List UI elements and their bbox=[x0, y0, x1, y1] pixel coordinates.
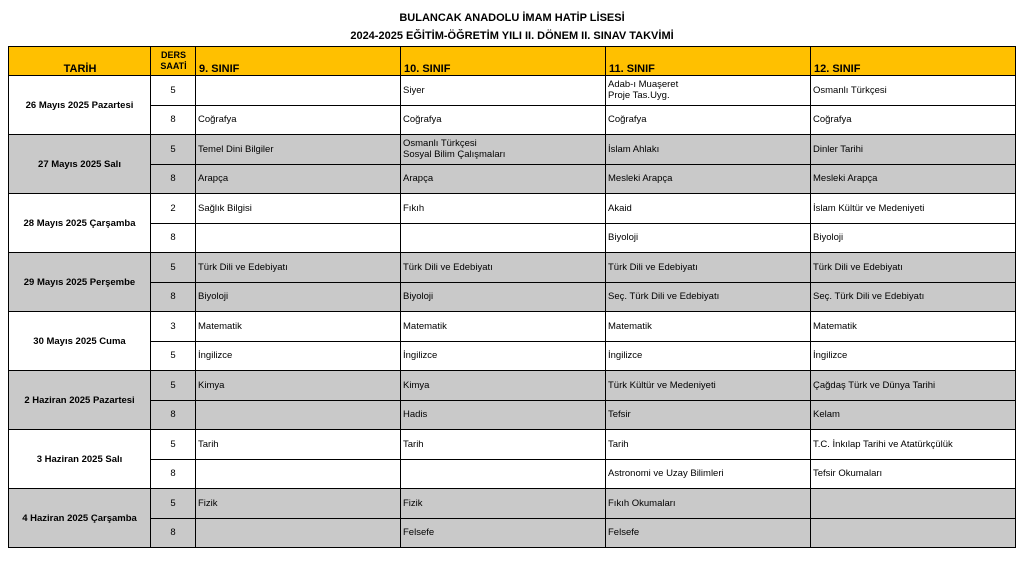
subject-cell-9: Temel Dini Bilgiler bbox=[196, 135, 401, 165]
table-row bbox=[9, 253, 1016, 283]
period-cell: 8 bbox=[151, 164, 196, 194]
subject-cell-12: Dinler Tarihi bbox=[811, 135, 1016, 165]
subject-cell-9 bbox=[196, 459, 401, 489]
subject-cell-12: T.C. İnkılap Tarihi ve Atatürkçülük bbox=[811, 430, 1016, 460]
period-cell: 8 bbox=[151, 518, 196, 548]
subject-cell-11: İslam Ahlakı bbox=[606, 135, 811, 165]
subject-cell-9: Türk Dili ve Edebiyatı bbox=[196, 253, 401, 283]
subject-cell-12: Seç. Türk Dili ve Edebiyatı bbox=[811, 282, 1016, 312]
subject-cell-11: Akaid bbox=[606, 194, 811, 224]
header-grade-10: 10. SINIF bbox=[401, 47, 606, 76]
subject-cell-12: İslam Kültür ve Medeniyeti bbox=[811, 194, 1016, 224]
subject-cell-10: Felsefe bbox=[401, 518, 606, 548]
subject-cell-12 bbox=[811, 489, 1016, 519]
subject-line: Adab-ı Muaşeret bbox=[608, 79, 679, 91]
table-row bbox=[9, 164, 1016, 194]
subject-line: Sosyal Bilim Çalışmaları bbox=[403, 149, 506, 161]
subject-cell-12 bbox=[811, 518, 1016, 548]
subject-line: Osmanlı Türkçesi bbox=[403, 138, 477, 150]
subject-cell-12: Tefsir Okumaları bbox=[811, 459, 1016, 489]
subject-cell-10: Türk Dili ve Edebiyatı bbox=[401, 253, 606, 283]
subject-cell-10: Fizik bbox=[401, 489, 606, 519]
subject-cell-11: Tarih bbox=[606, 430, 811, 460]
table-row bbox=[9, 312, 1016, 342]
period-cell: 3 bbox=[151, 312, 196, 342]
table-header-row bbox=[9, 47, 1016, 76]
subject-cell-9 bbox=[196, 76, 401, 106]
subject-cell-9: Fizik bbox=[196, 489, 401, 519]
subject-cell-9: Coğrafya bbox=[196, 105, 401, 135]
period-cell: 5 bbox=[151, 489, 196, 519]
exam-date: 29 Mayıs 2025 Perşembe bbox=[9, 253, 151, 312]
subject-cell-11: Fıkıh Okumaları bbox=[606, 489, 811, 519]
subject-cell-11 bbox=[606, 76, 811, 106]
schedule-body bbox=[9, 76, 1016, 548]
period-cell: 5 bbox=[151, 430, 196, 460]
exam-date: 4 Haziran 2025 Çarşamba bbox=[9, 489, 151, 548]
table-row bbox=[9, 371, 1016, 401]
subject-cell-11: Tefsir bbox=[606, 400, 811, 430]
subject-cell-11: Türk Kültür ve Medeniyeti bbox=[606, 371, 811, 401]
schedule-subtitle: 2024-2025 EĞİTİM-ÖĞRETİM YILI II. DÖNEM II. SINAV TAKVİMİ bbox=[350, 30, 674, 42]
subject-cell-9: Matematik bbox=[196, 312, 401, 342]
subject-cell-12: Çağdaş Türk ve Dünya Tarihi bbox=[811, 371, 1016, 401]
subject-cell-11: Seç. Türk Dili ve Edebiyatı bbox=[606, 282, 811, 312]
subject-cell-11: Matematik bbox=[606, 312, 811, 342]
header-grade-12: 12. SINIF bbox=[811, 47, 1016, 76]
subject-cell-9 bbox=[196, 518, 401, 548]
table-row bbox=[9, 282, 1016, 312]
exam-date: 3 Haziran 2025 Salı bbox=[9, 430, 151, 489]
period-cell: 8 bbox=[151, 223, 196, 253]
subject-cell-12: İngilizce bbox=[811, 341, 1016, 371]
period-cell: 8 bbox=[151, 400, 196, 430]
table-row bbox=[9, 459, 1016, 489]
subject-cell-10: Biyoloji bbox=[401, 282, 606, 312]
header-period bbox=[151, 47, 196, 76]
period-cell: 5 bbox=[151, 135, 196, 165]
subject-cell-10: İngilizce bbox=[401, 341, 606, 371]
subject-cell-10: Siyer bbox=[401, 76, 606, 106]
subject-cell-12: Mesleki Arapça bbox=[811, 164, 1016, 194]
period-cell: 5 bbox=[151, 253, 196, 283]
table-row bbox=[9, 489, 1016, 519]
exam-date: 30 Mayıs 2025 Cuma bbox=[9, 312, 151, 371]
subject-cell-10 bbox=[401, 459, 606, 489]
table-row bbox=[9, 194, 1016, 224]
subject-cell-11: İngilizce bbox=[606, 341, 811, 371]
subject-cell-10: Hadis bbox=[401, 400, 606, 430]
subject-cell-10: Matematik bbox=[401, 312, 606, 342]
table-row bbox=[9, 223, 1016, 253]
subject-cell-10: Kimya bbox=[401, 371, 606, 401]
table-row bbox=[9, 341, 1016, 371]
subject-line: Proje Tas.Uyg. bbox=[608, 90, 670, 102]
subject-cell-12: Türk Dili ve Edebiyatı bbox=[811, 253, 1016, 283]
subject-cell-11: Mesleki Arapça bbox=[606, 164, 811, 194]
subject-cell-11: Felsefe bbox=[606, 518, 811, 548]
subject-cell-12: Kelam bbox=[811, 400, 1016, 430]
table-row bbox=[9, 430, 1016, 460]
subject-cell-12: Biyoloji bbox=[811, 223, 1016, 253]
subject-cell-9 bbox=[196, 400, 401, 430]
period-cell: 5 bbox=[151, 76, 196, 106]
subject-cell-10: Arapça bbox=[401, 164, 606, 194]
period-cell: 2 bbox=[151, 194, 196, 224]
subject-cell-9: Sağlık Bilgisi bbox=[196, 194, 401, 224]
school-title: BULANCAK ANADOLU İMAM HATİP LİSESİ bbox=[399, 12, 625, 24]
subject-cell-11: Astronomi ve Uzay Bilimleri bbox=[606, 459, 811, 489]
subject-cell-12: Coğrafya bbox=[811, 105, 1016, 135]
exam-date: 27 Mayıs 2025 Salı bbox=[9, 135, 151, 194]
subject-cell-10: Coğrafya bbox=[401, 105, 606, 135]
period-cell: 5 bbox=[151, 341, 196, 371]
table-row bbox=[9, 400, 1016, 430]
subject-cell-11: Türk Dili ve Edebiyatı bbox=[606, 253, 811, 283]
header-grade-9: 9. SINIF bbox=[196, 47, 401, 76]
header-grade-11: 11. SINIF bbox=[606, 47, 811, 76]
subject-cell-9: Kimya bbox=[196, 371, 401, 401]
header-period-line2: SAATİ bbox=[160, 61, 187, 71]
exam-date: 28 Mayıs 2025 Çarşamba bbox=[9, 194, 151, 253]
subject-cell-11: Biyoloji bbox=[606, 223, 811, 253]
exam-date: 26 Mayıs 2025 Pazartesi bbox=[9, 76, 151, 135]
table-row bbox=[9, 518, 1016, 548]
subject-cell-10 bbox=[401, 223, 606, 253]
exam-schedule-table bbox=[8, 46, 1016, 548]
subject-cell-12: Matematik bbox=[811, 312, 1016, 342]
period-cell: 5 bbox=[151, 371, 196, 401]
subject-cell-10: Fıkıh bbox=[401, 194, 606, 224]
exam-date: 2 Haziran 2025 Pazartesi bbox=[9, 371, 151, 430]
subject-cell-9 bbox=[196, 223, 401, 253]
subject-cell-9: Arapça bbox=[196, 164, 401, 194]
subject-cell-12: Osmanlı Türkçesi bbox=[811, 76, 1016, 106]
period-cell: 8 bbox=[151, 105, 196, 135]
subject-cell-10 bbox=[401, 135, 606, 165]
table-row bbox=[9, 105, 1016, 135]
header-date: TARİH bbox=[9, 47, 151, 76]
subject-cell-11: Coğrafya bbox=[606, 105, 811, 135]
subject-cell-9: İngilizce bbox=[196, 341, 401, 371]
period-cell: 8 bbox=[151, 282, 196, 312]
period-cell: 8 bbox=[151, 459, 196, 489]
subject-cell-9: Biyoloji bbox=[196, 282, 401, 312]
subject-cell-10: Tarih bbox=[401, 430, 606, 460]
table-row bbox=[9, 76, 1016, 106]
subject-cell-9: Tarih bbox=[196, 430, 401, 460]
header-period-line1: DERS bbox=[160, 50, 186, 60]
table-row bbox=[9, 135, 1016, 165]
